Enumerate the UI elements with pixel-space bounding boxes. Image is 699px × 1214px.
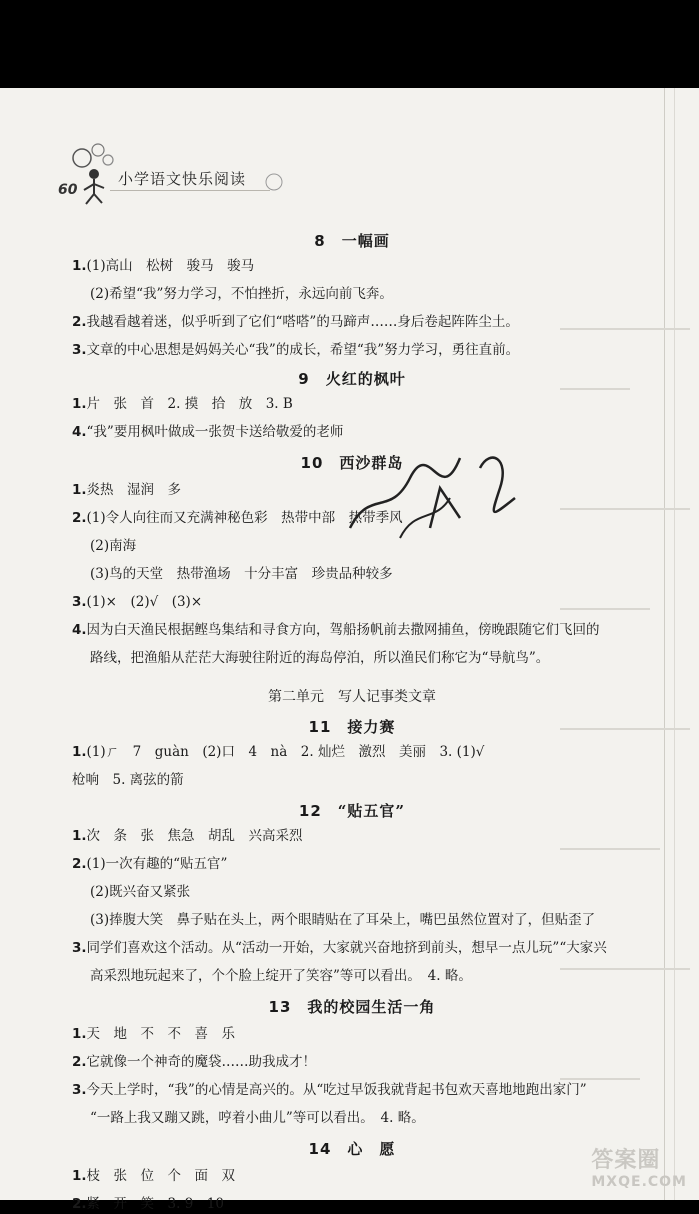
answer-line: 4.“我”要用枫叶做成一张贺卡送给敬爱的老师 <box>72 424 344 440</box>
answer-line: 3.文章的中心思想是妈妈关心“我”的成长，希望“我”努力学习，勇往直前。 <box>72 342 520 358</box>
answer-line: (2)既兴奋又紧张 <box>90 884 191 900</box>
answer-line: 1.枝 张 位 个 面 双 <box>72 1168 236 1184</box>
handwritten-scribble <box>340 428 540 528</box>
bleed-through-marks <box>560 88 699 1200</box>
answer-line: 1.炎热 湿润 多 <box>72 482 182 498</box>
answer-line: 2.(1)令人向往而又充满神秘色彩 热带中部 热带季风 <box>72 510 403 526</box>
answer-line: 2.(1)一次有趣的“贴五官” <box>72 856 228 872</box>
answer-line: 1.天 地 不 不 喜 乐 <box>72 1026 236 1042</box>
answer-line: (3)捧腹大笑 鼻子贴在头上，两个眼睛贴在了耳朵上，嘴巴虽然位置对了，但贴歪了 <box>90 912 596 928</box>
answer-line: 1.(1)高山 松树 骏马 骏马 <box>72 258 255 274</box>
answer-line: 3.今天上学时，“我”的心情是高兴的。从“吃过早饭我就背起书包欢天喜地地跑出家门” <box>72 1082 587 1098</box>
answer-line: 2.我越看越着迷，似乎听到了它们“嗒嗒”的马蹄声……身后卷起阵阵尘土。 <box>72 314 519 330</box>
section-title: 8 一幅画 <box>314 232 390 250</box>
answer-line: 2.它就像一个神奇的魔袋……助我成才！ <box>72 1054 317 1070</box>
answer-line: 1.次 条 张 焦急 胡乱 兴高采烈 <box>72 828 303 844</box>
section-title: 14 心 愿 <box>308 1140 396 1158</box>
top-black-bar <box>0 0 699 88</box>
answer-line: (3)鸟的天堂 热带渔场 十分丰富 珍贵品种较多 <box>90 566 393 582</box>
book-title: 小学语文快乐阅读 <box>118 170 247 188</box>
answer-line: 枪响 5. 离弦的箭 <box>72 772 184 788</box>
page-number: 60 <box>58 182 78 198</box>
section-title: 12 “贴五官” <box>298 802 406 820</box>
answer-line: 3.同学们喜欢这个活动。从“活动一开始，大家就兴奋地挤到前头，想早一点儿玩”“大家兴 <box>72 940 607 956</box>
document-page <box>0 88 699 1212</box>
answer-line: 1.(1)ㄏ 7 guàn (2)口 4 nà 2. 灿烂 激烈 美丽 3. (1)√ <box>72 744 485 760</box>
unit-title: 第二单元 写人记事类文章 <box>268 689 436 705</box>
section-title: 11 接力赛 <box>308 718 396 736</box>
section-title: 10 西沙群岛 <box>300 454 404 472</box>
watermark: 答案圈 MXQE.COM <box>591 1148 687 1190</box>
section-title: 9 火红的枫叶 <box>298 370 406 388</box>
answer-line: 路线，把渔船从茫茫大海驶往附近的海岛停泊，所以渔民们称它为“导航鸟”。 <box>90 650 550 666</box>
answer-line: (2)南海 <box>90 538 137 554</box>
section-title: 13 我的校园生活一角 <box>268 998 436 1016</box>
header-rule <box>110 190 270 191</box>
answer-line: “一路上我又蹦又跳，哼着小曲儿”等可以看出。 4. 略。 <box>90 1110 425 1126</box>
answer-line: (2)希望“我”努力学习，不怕挫折，永远向前飞奔。 <box>90 286 393 302</box>
answer-line: 2.紧 开 笑 3. 9 10 <box>72 1196 224 1212</box>
balloon-icon <box>260 170 290 200</box>
answer-line: 1.片 张 首 2. 摸 拾 放 3. B <box>72 396 293 412</box>
answer-line: 4.因为白天渔民根据鲣鸟集结和寻食方向，驾船扬帆前去撒网捕鱼，傍晚跟随它们飞回的 <box>72 622 600 638</box>
answer-line: 3.(1)× (2)√ (3)× <box>72 594 203 610</box>
answer-line: 高采烈地玩起来了，个个脸上绽开了笑容”等可以看出。 4. 略。 <box>90 968 472 984</box>
